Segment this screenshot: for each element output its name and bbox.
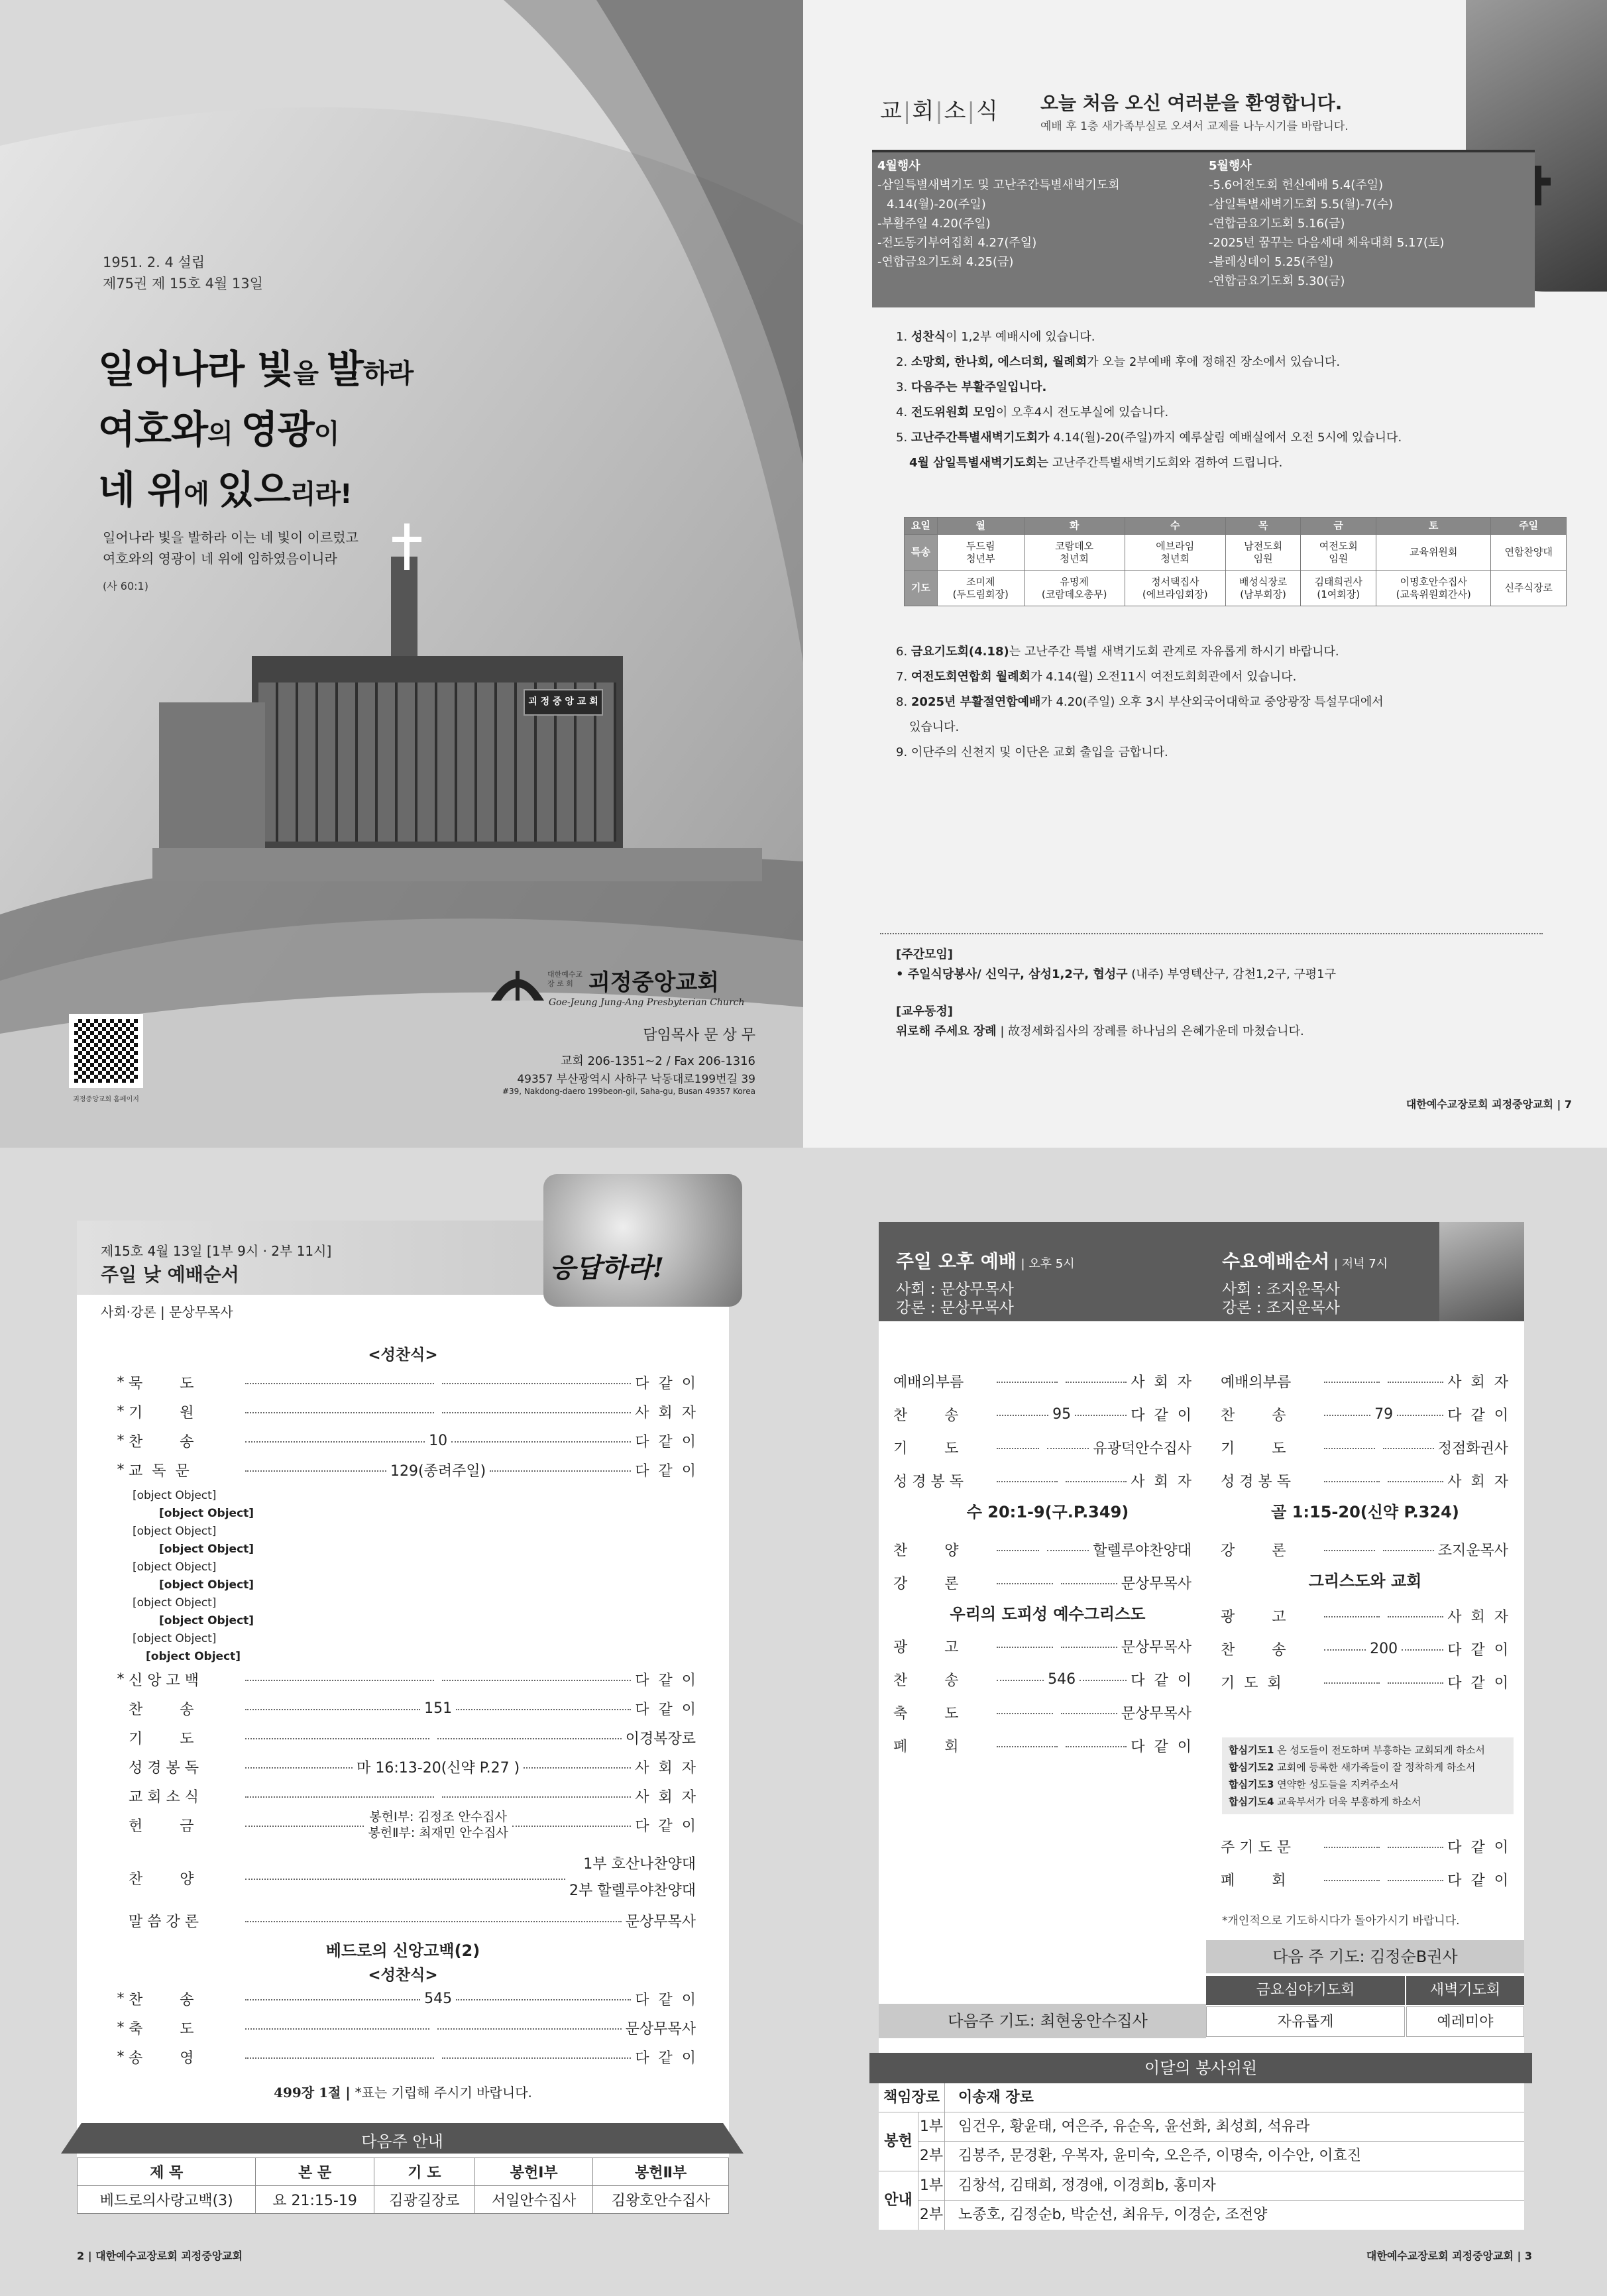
news-item: 4월 삼일특별새벽기도회는 고난주간특별새벽기도회와 겸하여 드립니다. [909, 456, 1283, 470]
order-row: 주 기 도 문 다 같 이 [1221, 1839, 1509, 1856]
volunteers-table: 책임장로 이송재 장로 봉헌 1부 임건우, 황윤태, 여은주, 유순옥, 윤선화, 최성희, 석유라 2부 김봉주, 문경환, 우복자, 윤미숙, 오은주, 이명숙, 이수안, 이효진 안내 1부 김창석, 김태희, 정경애, 이경희b, 홍미자 2부 노종호, 김정순b, 박순선, 최유두, 이경순, 조전양 [879, 2083, 1524, 2230]
sermon-title: 베드로의 신앙고백(2) [325, 1941, 480, 1960]
afternoon-leaders: 사회 : 문상무목사 강론 : 문상무목사 [896, 1281, 1014, 1317]
wednesday-title: 수요예배순서 | 저녁 7시 [1222, 1250, 1388, 1272]
anthem-row: 찬 양 1부 호산나찬양대 2부 할렐루야찬양대 [129, 1856, 696, 1899]
member-news-title: [교우동정] [896, 1005, 954, 1018]
order-row: 기 도 회 다 같 이 [1221, 1674, 1509, 1692]
volunteer-names: 노종호, 김정순b, 박순선, 최유두, 이경순, 조전양 [958, 2207, 1268, 2223]
news-item: 7. 여전도회연합회 월례회가 4.14(월) 오전11시 여전도회회관에서 있습니다. [896, 670, 1297, 684]
morning-worship-page [0, 1148, 803, 2296]
news-list [896, 325, 1559, 476]
news-item: 1. 성찬식이 1,2부 예배시에 있습니다. [896, 330, 1095, 344]
afternoon-next-prayer: 다음주 기도: 최현웅안수집사 [879, 2004, 1217, 2038]
order-row: 찬 송 79 다 같 이 [1221, 1405, 1509, 1424]
order-row: 예배의부름 사 회 자 [1221, 1374, 1509, 1391]
schedule-header-row: 요일 월 화 수 목 금 토 주일 [905, 518, 1567, 535]
church-tower-photo [1439, 1222, 1524, 1321]
sermon-row: 말 씀 강 론 문상무목사 [129, 1913, 696, 1930]
church-building-illustration [152, 517, 762, 888]
volunteer-names: 임건우, 황윤태, 여은주, 유순옥, 윤선화, 최성희, 석유라 [958, 2118, 1310, 2135]
church-name-english: Goe-Jeung Jung-Ang Presbyterian Church [549, 997, 745, 1008]
order-row: * 찬 송 545 다 같 이 [117, 1990, 696, 2008]
order-row: 성 경 봉 독 마 16:13-20(신약 P.27 ) 사 회 자 [129, 1759, 696, 1777]
offering-team-label: 봉헌 [879, 2112, 918, 2171]
building-sign: 괴 정 중 앙 교 회 [528, 696, 598, 707]
morning-title: 주일 낮 예배순서 [101, 1264, 239, 1285]
order-row: 교 회 소 식 사 회 자 [129, 1788, 696, 1806]
order-row: 기 도 유광덕안수집사 [893, 1440, 1192, 1457]
morning-issue: 제15호 4월 13일 [1부 9시 · 2부 11시] [101, 1243, 332, 1259]
order-row: 예배의부름 사 회 자 [893, 1374, 1192, 1391]
order-row: * 찬 송 10 다 같 이 [117, 1432, 696, 1450]
wednesday-note: *개인적으로 기도하시다가 돌아가시기 바랍니다. [1222, 1914, 1460, 1928]
usher-team-label: 안내 [879, 2171, 918, 2230]
lead-elder-name: 이송재 장로 [958, 2089, 1034, 2106]
order-row: * 기 원 사 회 자 [117, 1403, 696, 1421]
pastor-name: 담임목사 문 상 무 [643, 1027, 755, 1044]
qr-code[interactable] [69, 1014, 143, 1088]
morning-leader: 사회·강론 | 문상무목사 [101, 1304, 233, 1320]
news-item: 6. 금요기도회(4.18)는 고난주간 특별 새벽기도회 관계로 자유롭게 하시기 바랍니다. [896, 645, 1339, 659]
headline-line-2: 여호와의 영광이 [98, 407, 339, 452]
offering-row: 헌 금 봉헌Ⅰ부: 김정조 안수집사 봉헌Ⅱ부: 최재민 안수집사 다 같 이 [129, 1810, 696, 1840]
order-row: 광 고 문상무목사 [893, 1639, 1192, 1656]
schedule-prayer-row: 기도 조미제 (두드림회장) 유명제 (코람데오총무) 정서택집사 (에브라임회장) 배성식장로 (남부회장) 김태희권사 (1여회장) 이명호안수집사 (교육위원회간사) 신주식장로 [905, 571, 1567, 606]
next-week-table: 제 목 본 문 기 도 봉헌Ⅰ부 봉헌Ⅱ부 베드로의사랑고백(3) 요 21:15-19 김광길장로 서일안수집사 김왕호안수집사 [77, 2158, 729, 2214]
denomination-label: 대한예수교 장 로 회 [547, 970, 583, 988]
order-row: 폐 회 다 같 이 [1221, 1872, 1509, 1889]
morning-banner-art [543, 1174, 742, 1307]
welcome-text: 오늘 처음 오신 여러분을 환영합니다. [1040, 92, 1343, 114]
may-events-title: 5월행사 [1209, 159, 1252, 173]
church-logo [488, 964, 547, 1004]
afternoon-scripture: 수 20:1-9(구.P.349) [966, 1503, 1129, 1521]
news-item: 2. 소망회, 한나회, 에스더회, 월례회가 오늘 2부예배 후에 정해진 장소에서 있습니다. [896, 355, 1341, 369]
order-row: 축 도 문상무목사 [893, 1705, 1192, 1722]
news-item: 8. 2025년 부활절연합예배가 4.20(주일) 오후 3시 부산외국어대학교 중앙광장 특설무대에서 [896, 695, 1384, 709]
april-events-title: 4월행사 [877, 159, 920, 173]
church-address-english: #39, Nakdong-daero 199beon-gil, Saha-gu, Busan 49357 Korea [502, 1087, 755, 1096]
next-week-title: 다음주 안내 [361, 2132, 443, 2151]
wednesday-sermon: 그리스도와 교회 [1308, 1572, 1422, 1590]
news-title: 교|회|소|식 [880, 98, 999, 125]
weekly-meetings-title: [주간모임] [896, 948, 954, 961]
responsive-reading: [object Object] [object Object] [object Object] [object Object] [object Object] [object Object] [object Object] [object Object] [object Object] [object Object] [133, 1489, 254, 1663]
order-row: 찬 송 95 다 같 이 [893, 1405, 1192, 1424]
member-news: [교우동정] 위로해 주세요 장례 | 故정세화집사의 장례를 하나님의 은혜가운데 마쳤습니다. [896, 1002, 1304, 1042]
news-item: 9. 이단주의 신천지 및 이단은 교회 출입을 금합니다. [896, 745, 1168, 759]
headline-line-1: 일어나라 빛을 발하라 [98, 347, 414, 392]
order-row: * 묵 도 다 같 이 [117, 1374, 696, 1392]
established-info [103, 252, 263, 294]
lead-elder-label: 책임장로 [879, 2083, 945, 2112]
order-row: 찬 송 200 다 같 이 [1221, 1640, 1509, 1659]
order-row: 강 론 문상무목사 [893, 1575, 1192, 1592]
page-footer-3: 대한예수교장로회 괴정중앙교회 | 3 [1366, 2250, 1532, 2262]
wednesday-next-prayer: 다음 주 기도: 김정순B권사 [1206, 1940, 1524, 1973]
closing-hymn: 499장 1절 | *표는 기립해 주시기 바랍니다. [274, 2085, 532, 2101]
qr-caption: 괴정중앙교회 홈페이지 [73, 1096, 139, 1103]
church-phone: 교회 206-1351~2 / Fax 206-1316 [561, 1054, 755, 1068]
news-item: 3. 다음주는 부활주일입니다. [896, 380, 1047, 394]
volunteers-title: 이달의 봉사위원 [869, 2053, 1532, 2083]
order-row: * 신 앙 고 백 다 같 이 [117, 1670, 696, 1689]
dawn-prayer-schedule [904, 517, 1567, 606]
order-row: 성 경 봉 독 사 회 자 [893, 1473, 1192, 1490]
headline-line-3: 네 위에 있으리라! [98, 467, 352, 512]
issue-number: 제75권 제 15호 4월 13일 [103, 276, 263, 292]
order-row: * 송 영 다 같 이 [117, 2048, 696, 2067]
april-events: 4월행사 -삼일특별새벽기도 및 고난주간특별새벽기도회 4.14(월)-20(주일) -부활주일 4.20(주일) -전도동기부여집회 4.27(주일) -연합금요기도회 4.25(금) [877, 156, 1120, 272]
order-row: 찬 송 151 다 같 이 [129, 1700, 696, 1718]
order-row: * 교 독 문 129(종려주일) 다 같 이 [117, 1461, 696, 1480]
cover-headline [98, 341, 413, 522]
volunteer-names: 김창석, 김태희, 정경애, 이경희b, 홍미자 [958, 2177, 1216, 2194]
afternoon-sermon: 우리의 도피성 예수그리스도 [950, 1605, 1146, 1623]
united-prayers: 합심기도1 온 성도들이 전도하며 부흥하는 교회되게 하소서 합심기도2 교회에 등록한 새가족들이 잘 정착하게 하소서 합심기도3 연약한 성도들을 지켜주소서 합심기도4 교육부서가 더욱 부흥하게 하소서 [1222, 1737, 1514, 1814]
morning-banner-text: 응답하라! [550, 1252, 665, 1284]
friday-value: 자유롭게 [1206, 2006, 1405, 2037]
schedule-special-row: 특송 두드림 청년부 코람데오 청년회 에브라임 청년회 남전도회 임원 여전도회 임원 교육위원회 연합찬양대 [905, 535, 1567, 571]
weekly-meetings: [주간모임] • 주일식당봉사/ 신익구, 삼성1,2구, 협성구 (내주) 부영텍산구, 감천1,2구, 구평1구 [896, 945, 1336, 985]
church-address: 49357 부산광역시 사하구 낙동대로199번길 39 [517, 1073, 755, 1086]
volunteer-names: 김봉주, 문경환, 우복자, 윤미숙, 오은주, 이명숙, 이수안, 이효진 [958, 2148, 1361, 2164]
cover-verse: 일어나라 빛을 발하라 이는 네 빛이 이르렀고 여호와의 영광이 네 위에 임하였음이니라 [103, 529, 359, 567]
communion-heading: <성찬식> [368, 1346, 438, 1364]
friday-title: 금요심야기도회 [1206, 1976, 1405, 2005]
news-item: 있습니다. [909, 720, 960, 734]
news-list-continued [896, 639, 1559, 765]
dawn-value: 예레미야 [1406, 2006, 1524, 2037]
verse-reference: (사 60:1) [103, 580, 148, 592]
page-footer-2: 2 | 대한예수교장로회 괴정중앙교회 [77, 2250, 243, 2262]
wednesday-leaders: 사회 : 조지운목사 강론 : 조지운목사 [1222, 1281, 1340, 1317]
order-row: 강 론 조지운목사 [1221, 1542, 1509, 1559]
church-name: 괴정중앙교회 [588, 969, 720, 996]
order-row: 폐 회 다 같 이 [893, 1738, 1192, 1755]
church-news-page [803, 0, 1607, 1148]
order-row: 찬 양 할렐루야찬양대 [893, 1542, 1192, 1559]
communion-heading-2: <성찬식> [368, 1967, 438, 1984]
order-row: 광 고 사 회 자 [1221, 1608, 1509, 1625]
dotted-divider [880, 933, 1543, 934]
order-row: 성 경 봉 독 사 회 자 [1221, 1473, 1509, 1490]
afternoon-title: 주일 오후 예배 | 오후 5시 [896, 1250, 1075, 1272]
established-date: 1951. 2. 4 설립 [103, 254, 205, 270]
news-item: 5. 고난주간특별새벽기도회가 4.14(월)-20(주일)까지 예루살림 예배실에서 오전 5시에 있습니다. [896, 431, 1402, 445]
cover-page [0, 0, 803, 1148]
order-row: 기 도 정점화권사 [1221, 1440, 1509, 1457]
wednesday-scripture: 골 1:15-20(신약 P.324) [1271, 1503, 1459, 1521]
news-item: 4. 전도위원회 모임이 오후4시 전도부실에 있습니다. [896, 406, 1169, 419]
page-footer-7: 대한예수교장로회 괴정중앙교회 | 7 [1406, 1098, 1572, 1111]
order-row: 기 도 이경복장로 [129, 1730, 696, 1747]
may-events: 5월행사 -5.6어전도회 헌신예배 5.4(주일) -삼일특별새벽기도회 5.5(월)-7(수) -연합금요기도회 5.16(금) -2025년 꿈꾸는 다음세대 체육대회 5.17(토) -블레싱데이 5.25(주일) -연합금요기도회 5.30(금) [1209, 156, 1444, 291]
welcome-subtext: 예배 후 1층 새가족부실로 오셔서 교제를 나누시기를 바랍니다. [1040, 120, 1349, 133]
order-row: 찬 송 546 다 같 이 [893, 1670, 1192, 1689]
dawn-title: 새벽기도회 [1406, 1976, 1524, 2005]
evening-worship-page [803, 1148, 1607, 2296]
order-row: * 축 도 문상무목사 [117, 2019, 696, 2038]
